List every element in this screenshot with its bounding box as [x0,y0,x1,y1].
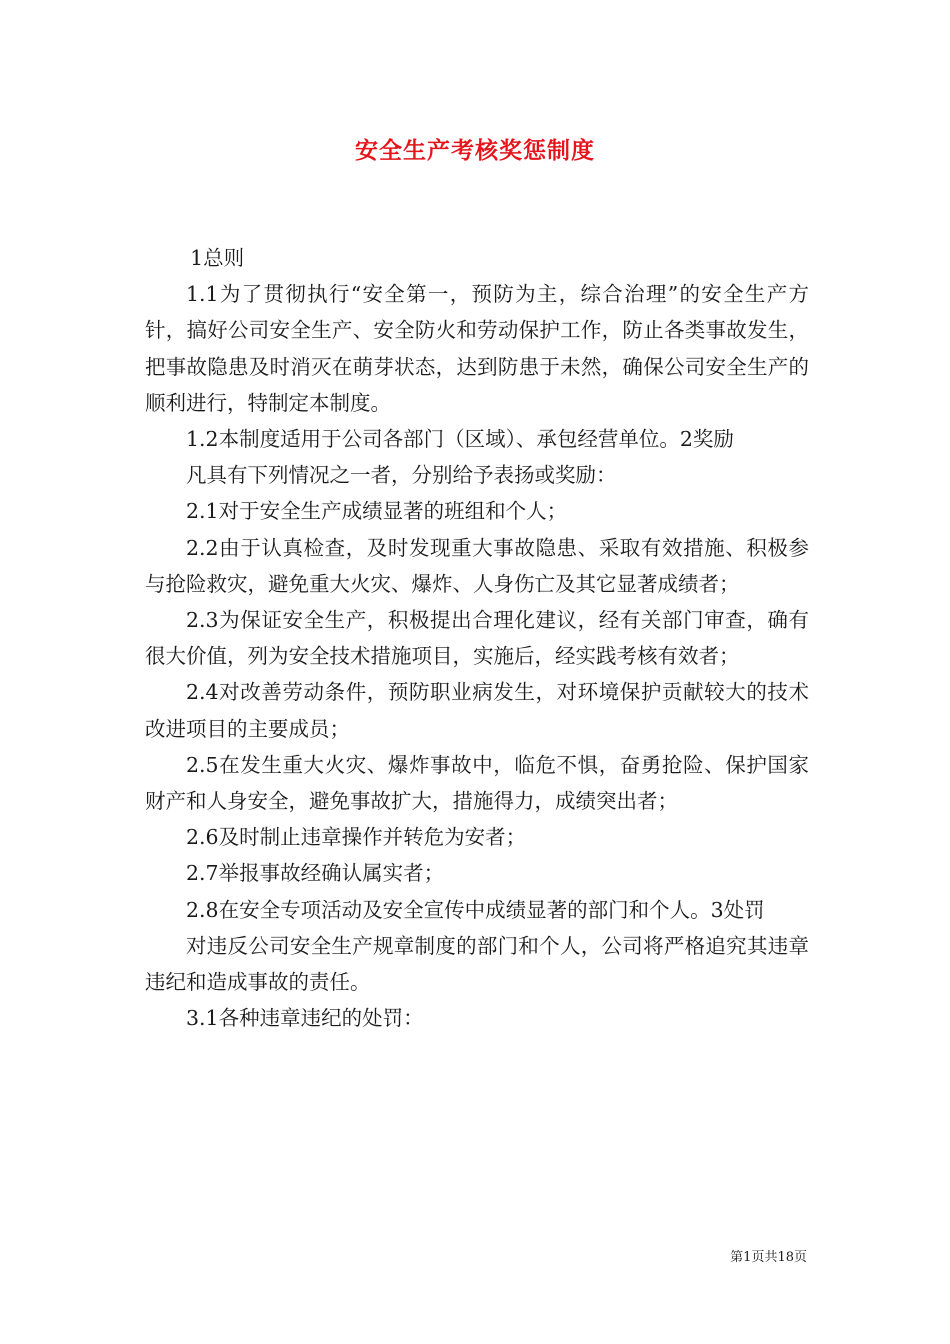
document-body [145,240,809,1036]
paragraph-1-2: 1.2本制度适用于公司各部门（区域）、承包经营单位。2奖励 [186,427,734,452]
paragraph-2-7: 2.7举报事故经确认属实者； [186,861,445,886]
paragraph-2-1: 2.1对于安全生产成绩显著的班组和个人； [186,499,568,524]
document-title: 安全生产考核奖惩制度 [355,137,595,164]
paragraph-2-8: 2.8在安全专项活动及安全宣传中成绩显著的部门和个人。3处罚 [186,897,765,922]
paragraph-2-2: 2.2由于认真检查，及时发现重大事故隐患、采取有效措施、积极参与抢险救灾，避免重大火灾、爆炸、人身伤亡及其它显著成绩者； [145,535,809,596]
paragraph-penalty-intro: 对违反公司安全生产规章制度的部门和个人，公司将严格追究其违章违纪和造成事故的责任。 [145,933,809,995]
paragraph-2-5: 2.5在发生重大火灾、爆炸事故中，临危不惧，奋勇抢险、保护国家财产和人身安全，避免事故扩大，措施得力，成绩突出者； [145,752,809,814]
paragraph-3-1: 3.1各种违章违纪的处罚： [186,1006,424,1031]
paragraph-reward-intro: 凡具有下列情况之一者，分别给予表扬或奖励： [186,463,617,488]
paragraph-1-1: 1.1为了贯彻执行“安全第一，预防为主，综合治理”的安全生产方针，搞好公司安全生产、安全防火和劳动保护工作，防止各类事故发生，把事故隐患及时消灭在萌芽状态，达到防患于未然，确保公司安全生产的顺利进行，特制定本制度。 [145,282,809,415]
page-number: 第1页共18页 [730,1250,807,1265]
paragraph-2-4: 2.4对改善劳动条件，预防职业病发生，对环境保护贡献较大的技术改进项目的主要成员； [145,680,809,741]
paragraph-2-3: 2.3为保证安全生产，积极提出合理化建议，经有关部门审查，确有很大价值，列为安全技术措施项目，实施后，经实践考核有效者； [145,608,809,669]
paragraph-2-6: 2.6及时制止违章操作并转危为安者； [186,825,527,850]
section-heading-general: 1总则 [190,246,245,270]
